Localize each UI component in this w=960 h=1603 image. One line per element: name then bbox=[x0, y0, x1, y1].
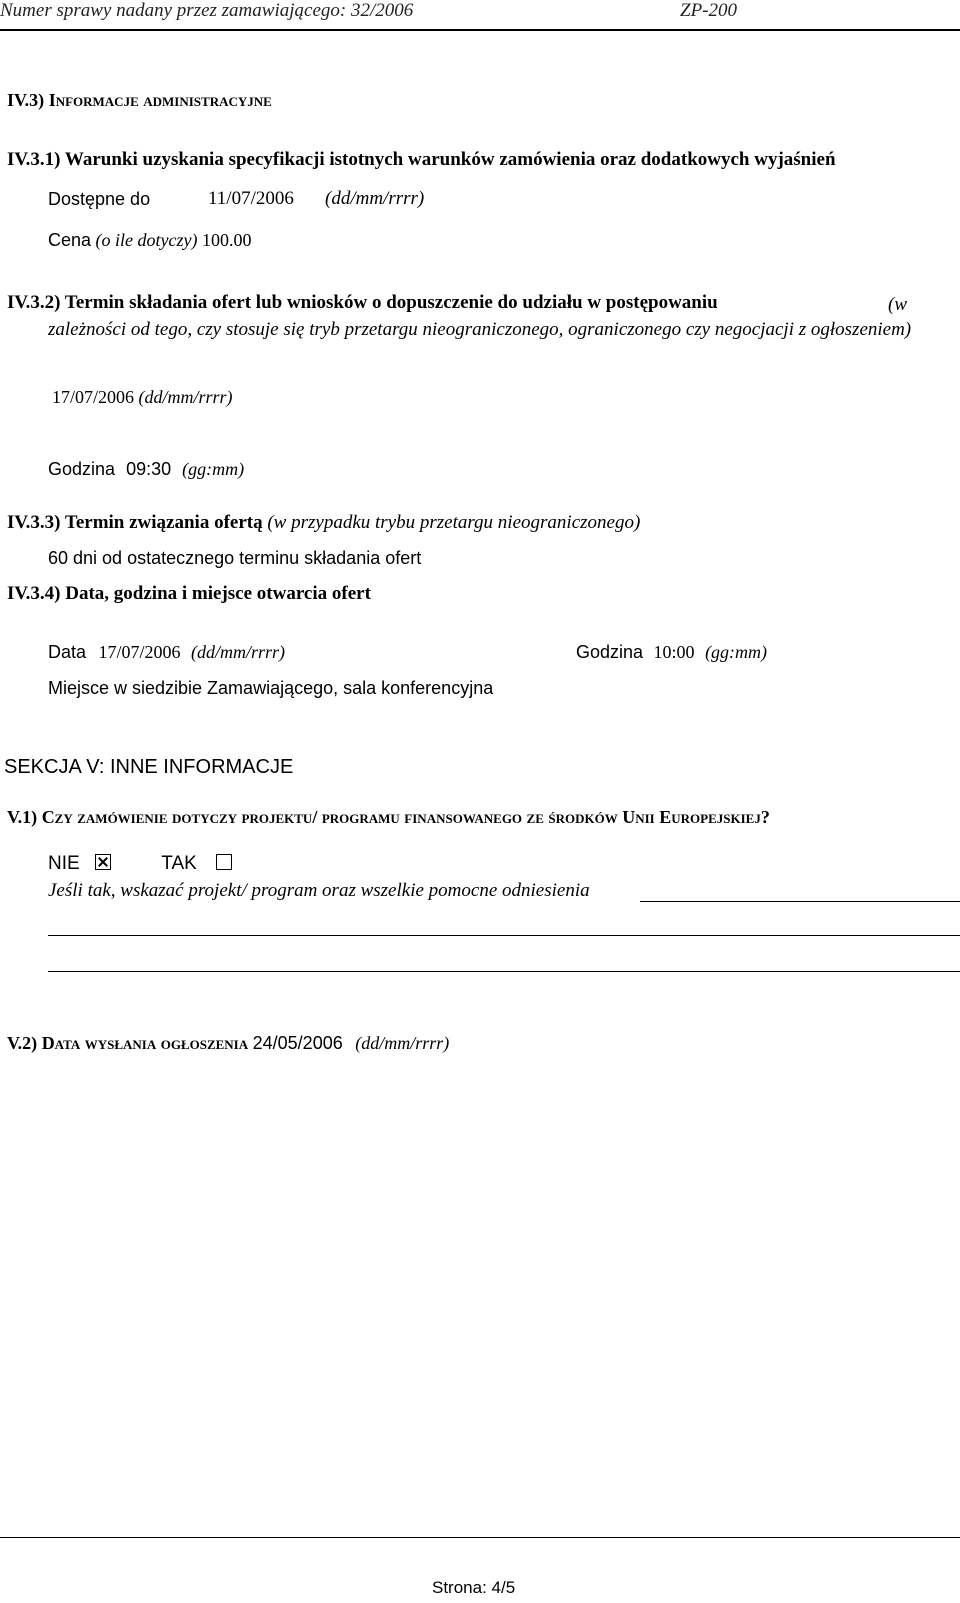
section-iv3-title: Informacje administracyjne bbox=[48, 90, 272, 110]
header-case-number: Numer sprawy nadany przez zamawiającego: 32/2006 bbox=[0, 0, 414, 21]
section-iv34-title: IV.3.4) Data, godzina i miejsce otwarcia ofert bbox=[7, 583, 371, 604]
section-v2-title: Data wysłania ogłoszenia bbox=[41, 1033, 249, 1053]
available-date: 11/07/2006 bbox=[208, 188, 294, 209]
section-v2-date: 24/05/2006 bbox=[252, 1033, 343, 1053]
header-rule bbox=[0, 29, 960, 31]
opening-date: 17/07/2006 bbox=[98, 642, 181, 662]
opening-time-format: (gg:mm) bbox=[705, 642, 768, 662]
option-yes-label: TAK bbox=[161, 853, 197, 874]
option-no-checkbox[interactable] bbox=[95, 854, 111, 870]
opening-time-label: Godzina bbox=[576, 642, 644, 662]
opening-date-label: Data bbox=[48, 642, 87, 662]
opening-time: 10:00 bbox=[653, 642, 695, 662]
section-iv32-note: (w zależności od tego, czy stosuje się tryb przetargu nieograniczonego, ograniczonego czy negocjacji z ogłoszeniem) bbox=[48, 294, 912, 340]
section-iv32-title: IV.3.2) Termin składania ofert lub wniosków o dopuszczenie do udziału w postępowaniu bbox=[7, 292, 718, 313]
price-row bbox=[48, 230, 251, 251]
answer-line-2[interactable] bbox=[48, 935, 960, 936]
section-v1-title: Czy zamówienie dotyczy projektu/ programu finansowanego ze środków Unii Europejskiej? bbox=[41, 807, 770, 827]
footer-rule bbox=[0, 1537, 960, 1538]
available-label: Dostępne do bbox=[48, 189, 151, 209]
deadline-time-format: (gg:mm) bbox=[182, 459, 245, 479]
section-iv33-title: IV.3.3) Termin związania ofertą bbox=[7, 512, 263, 533]
section-iv3-number: IV.3) bbox=[7, 90, 45, 110]
header-code: ZP-200 bbox=[680, 0, 737, 21]
answer-line-1[interactable] bbox=[640, 901, 960, 902]
binding-period: 60 dni od ostatecznego terminu składania ofert bbox=[48, 548, 422, 568]
opening-date-format: (dd/mm/rrrr) bbox=[191, 642, 286, 662]
section-v1-number: V.1) bbox=[7, 807, 38, 827]
section-v-title: SEKCJA V: INNE INFORMACJE bbox=[4, 756, 294, 778]
eu-funding-options bbox=[48, 853, 232, 875]
page-number: Strona: 4/5 bbox=[432, 1578, 516, 1597]
if-yes-instruction: Jeśli tak, wskazać projekt/ program oraz wszelkie pomocne odniesienia bbox=[48, 880, 590, 901]
deadline-time: 09:30 bbox=[126, 459, 172, 479]
price-hint: (o ile dotyczy) bbox=[95, 230, 198, 250]
available-date-format: (dd/mm/rrrr) bbox=[325, 188, 425, 209]
deadline-date: 17/07/2006 bbox=[52, 387, 135, 407]
answer-line-3[interactable] bbox=[48, 971, 960, 972]
section-iv33-heading bbox=[7, 512, 640, 534]
section-v2-date-format: (dd/mm/rrrr) bbox=[355, 1033, 450, 1053]
section-iv3-heading bbox=[7, 90, 272, 111]
option-no-label: NIE bbox=[48, 853, 80, 874]
opening-date-row bbox=[48, 642, 285, 663]
section-v2-heading bbox=[7, 1033, 449, 1054]
section-v1-heading bbox=[7, 807, 770, 828]
section-iv31-title: IV.3.1) Warunki uzyskania specyfikacji istotnych warunków zamówienia oraz dodatkowych wyjaśnień bbox=[7, 149, 836, 170]
deadline-time-label: Godzina bbox=[48, 459, 116, 479]
price-label: Cena bbox=[48, 230, 92, 250]
deadline-date-format: (dd/mm/rrrr) bbox=[138, 387, 233, 407]
price-value: 100.00 bbox=[201, 230, 252, 250]
section-v2-number: V.2) bbox=[7, 1033, 38, 1053]
section-iv33-note: (w przypadku trybu przetargu nieograniczonego) bbox=[267, 512, 641, 533]
option-yes-checkbox[interactable] bbox=[216, 854, 232, 870]
deadline-time-row bbox=[48, 459, 244, 480]
deadline-row bbox=[52, 387, 233, 408]
opening-time-row bbox=[576, 642, 767, 663]
opening-place: Miejsce w siedzibie Zamawiającego, sala konferencyjna bbox=[48, 678, 494, 698]
